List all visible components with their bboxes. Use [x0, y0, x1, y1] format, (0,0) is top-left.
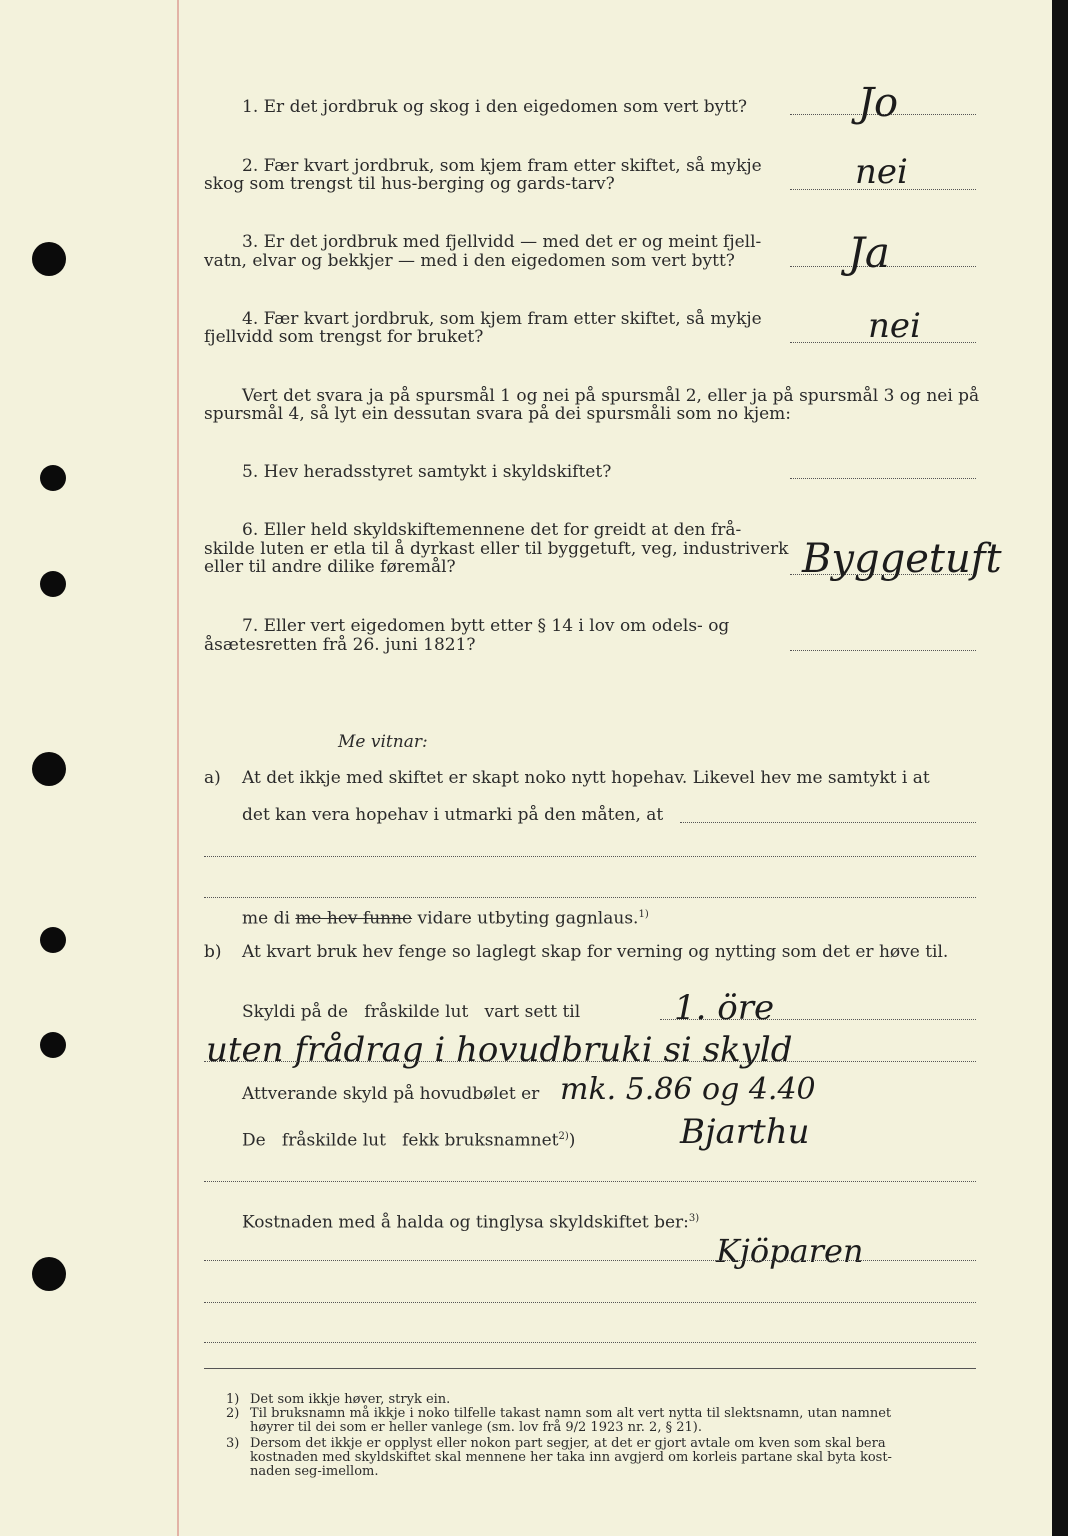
- question-3-line-1: 3. Er det jordbruk med fjellvidd — med det er og meint fjell-: [242, 232, 762, 252]
- item-b-label: b): [204, 942, 222, 962]
- fill-line: [204, 1181, 976, 1182]
- footnote-2-line-2: høyrer til dei som er heller vanlege (sm. lov frå 9/2 1923 nr. 2, § 21).: [250, 1420, 702, 1435]
- item-a-line-3-struck: me hev funne: [295, 908, 413, 929]
- question-2-line-2: skog som trengst til hus-berging og gards-tarv?: [204, 174, 615, 194]
- footnote-2-line-1: Til bruksnamn må ikkje i noko tilfelle takast namn som alt vert nytta til slektsnamn, utan namnet: [250, 1406, 892, 1421]
- punch-hole: [40, 571, 66, 597]
- footnote-3-line-3: naden seg-imellom.: [250, 1464, 379, 1479]
- skyld-line-4: De fråskilde lut fekk bruksnamnet$^{2)}$): [242, 1130, 576, 1151]
- punch-hole: [32, 1257, 66, 1291]
- footnote-3-line-2: kostnaden med skyldskiftet skal mennene her taka inn avgjerd om korleis partane skal byta kost-: [250, 1450, 892, 1465]
- fill-line: [680, 822, 976, 823]
- footnote-3-line-1: Dersom det ikkje er opplyst eller nokon part segjer, at det er gjort avtale om kven som skal bera: [250, 1436, 886, 1451]
- punch-hole: [40, 1032, 66, 1058]
- question-6-line-3: eller til andre dilike føremål?: [204, 557, 456, 577]
- remaining-skyld-handwritten: mk. 5.86 og 4.40: [560, 1072, 816, 1107]
- skyld-value-handwritten: 1. öre: [674, 988, 775, 1028]
- item-b-line-1: At kvart bruk hev fenge so laglegt skap for verning og nytting som det er høve til.: [242, 942, 949, 962]
- punch-hole: [40, 927, 66, 953]
- fill-line: [204, 1302, 976, 1303]
- bruksnamn-handwritten: Bjarthu: [680, 1112, 810, 1152]
- witness-heading: Me vitnar:: [338, 732, 428, 752]
- fill-line: [204, 897, 976, 898]
- kostnad-label: Kostnaden med å halda og tinglysa skyldskiftet ber:: [242, 1212, 689, 1233]
- item-a-line-3-post: vidare utbyting gagnlaus.: [417, 908, 639, 929]
- fill-line: [204, 1061, 976, 1062]
- question-3-line-2: vatn, elvar og bekkjer — med i den eigedomen som vert bytt?: [204, 251, 735, 271]
- answer-2-handwritten: nei: [855, 152, 908, 192]
- punch-hole: [32, 752, 66, 786]
- answer-3-handwritten: Ja: [848, 228, 890, 277]
- fill-line: [204, 1342, 976, 1343]
- intro-line-1: Vert det svara ja på spursmål 1 og nei på spursmål 2, eller ja på spursmål 3 og nei på: [242, 386, 980, 406]
- question-7-line-1: 7. Eller vert eigedomen bytt etter § 14 i lov om odels- og: [242, 616, 730, 636]
- answer-6-handwritten: Byggetuft: [802, 536, 1002, 582]
- intro-line-2: spursmål 4, så lyt ein dessutan svara på dei spursmåli som no kjem:: [204, 404, 791, 424]
- kostnad-handwritten: Kjöparen: [716, 1232, 864, 1270]
- footnote-ref: 2): [558, 1131, 569, 1142]
- item-a-label: a): [204, 768, 221, 788]
- skyld-line-3: Attverande skyld på hovudbølet er: [242, 1084, 540, 1104]
- footnote-divider: [204, 1368, 976, 1369]
- question-6-line-1: 6. Eller held skyldskiftemennene det for greidt at den frå-: [242, 520, 742, 540]
- question-7-line-2: åsætesretten frå 26. juni 1821?: [204, 635, 476, 655]
- fill-line: [204, 1260, 976, 1261]
- item-a-line-3: [242, 905, 649, 929]
- punch-hole: [32, 242, 66, 276]
- answer-line: [790, 650, 976, 651]
- footnote-ref: 1): [638, 909, 649, 920]
- footnote-1-mark: 1): [226, 1392, 240, 1407]
- punch-hole: [40, 465, 66, 491]
- question-4-line-1: 4. Fær kvart jordbruk, som kjem fram etter skiftet, så mykje: [242, 309, 762, 329]
- question-5: 5. Hev heradsstyret samtykt i skyldskiftet?: [242, 462, 612, 482]
- skyld-note-handwritten: uten frådrag i hovudbruki si skyld: [206, 1030, 793, 1070]
- item-a-line-3-pre: me di: [242, 908, 290, 929]
- question-6-line-2: skilde luten er etla til å dyrkast eller til byggetuft, veg, industriverk: [204, 539, 789, 559]
- margin-rule: [177, 0, 179, 1536]
- answer-1-handwritten: Jo: [858, 80, 899, 126]
- footnote-3-mark: 3): [226, 1436, 240, 1451]
- skyld-line-5: [242, 1209, 699, 1233]
- item-a-line-1: At det ikkje med skiftet er skapt noko nytt hopehav. Likevel hev me samtykt i at: [242, 768, 930, 788]
- bruksnamn-label: De fråskilde lut fekk bruksnamnet: [242, 1130, 559, 1151]
- question-4-line-2: fjellvidd som trengst for bruket?: [204, 327, 484, 347]
- question-1: 1. Er det jordbruk og skog i den eigedomen som vert bytt?: [242, 97, 747, 117]
- item-a-line-2: det kan vera hopehav i utmarki på den måten, at: [242, 805, 664, 825]
- answer-4-handwritten: nei: [868, 306, 921, 346]
- fill-line: [204, 856, 976, 857]
- answer-line: [790, 478, 976, 479]
- footnote-ref: 3): [688, 1213, 700, 1224]
- question-2-line-1: 2. Fær kvart jordbruk, som kjem fram etter skiftet, så mykje: [242, 156, 762, 176]
- footnote-2-mark: 2): [226, 1406, 240, 1421]
- skyld-line-1: Skyldi på de fråskilde lut vart sett til: [242, 1002, 581, 1022]
- page-edge: [1052, 0, 1068, 1536]
- footnote-1: Det som ikkje høver, stryk ein.: [250, 1392, 451, 1407]
